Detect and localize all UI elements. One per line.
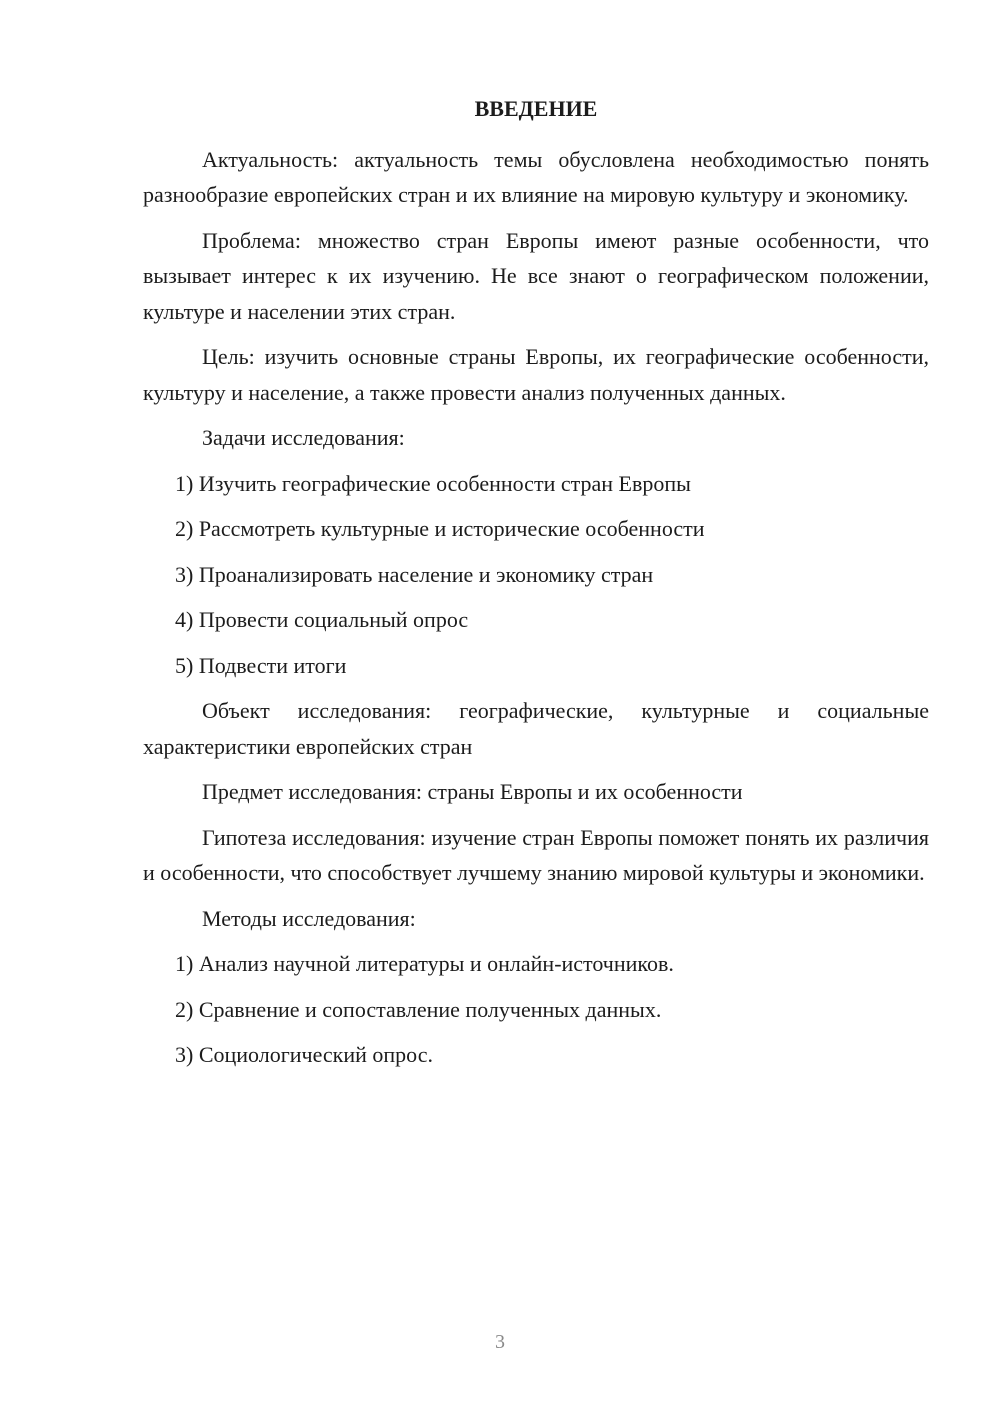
method-item: 1) Анализ научной литературы и онлайн-источников. (175, 951, 674, 976)
tasks-title: Задачи исследования: (202, 425, 405, 450)
problem-paragraph: Проблема: множество стран Европы имеют разные особенности, что вызывает интерес к их изучению. Не все знают о географическом положении, культуре и населении этих стран. (143, 227, 929, 324)
task-item: 5) Подвести итоги (175, 652, 347, 678)
methods-title: Методы исследования: (202, 905, 416, 931)
page-number: 3 (495, 1331, 505, 1353)
task-item: 3) Проанализировать население и экономику стран (175, 561, 654, 587)
task-item: 4) Провести социальный опрос (175, 607, 469, 632)
subject-paragraph: Предмет исследования: страны Европы и их особенности (202, 779, 743, 804)
method-item: 3) Социологический опрос. (175, 1042, 433, 1067)
method-item: 2) Сравнение и сопоставление полученных данных. (175, 996, 662, 1022)
relevance-paragraph: Актуальность: актуальность темы обусловлена необходимостью понять разнообразие европейских стран и их влияние на мировую культуру и экономику. (143, 146, 929, 207)
task-item: 1) Изучить географические особенности стран Европы (175, 470, 691, 496)
hypothesis-paragraph: Гипотеза исследования: изучение стран Европы поможет понять их различия и особенности, что способствует лучшему знанию мировой культуры и экономики. (143, 824, 929, 885)
object-paragraph: Объект исследования: географические, культурные и социальные характеристики европейских стран (143, 698, 929, 759)
section-heading: ВВЕДЕНИЕ (474, 96, 598, 121)
page-content (143, 91, 929, 1083)
goal-paragraph: Цель: изучить основные страны Европы, их географические особенности, культуру и население, а также провести анализ полученных данных. (143, 344, 929, 405)
task-item: 2) Рассмотреть культурные и исторические особенности (175, 516, 705, 541)
